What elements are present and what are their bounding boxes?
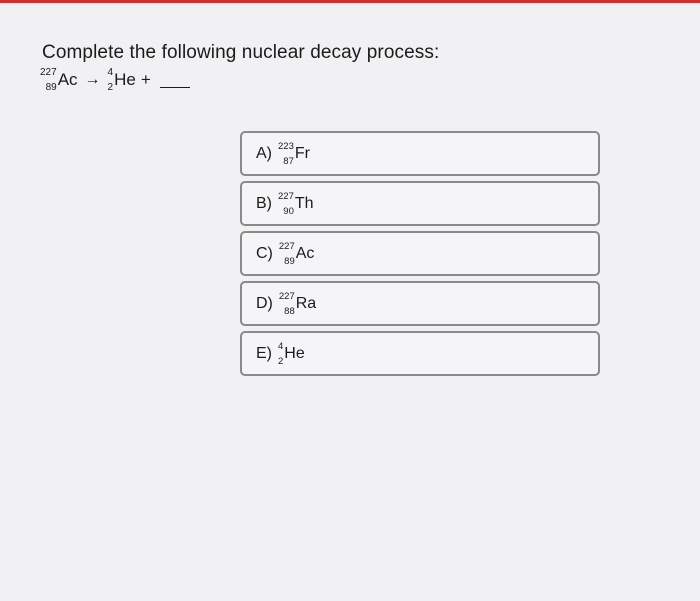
option-mass-number: 227 xyxy=(278,190,294,202)
option-mass-number: 227 xyxy=(278,290,295,302)
product-mass-number: 4 xyxy=(107,67,114,78)
option-symbol: Ra xyxy=(295,294,317,312)
option-mass-number: 227 xyxy=(278,240,295,252)
option-e[interactable] xyxy=(240,331,600,376)
option-atomic-number: 2 xyxy=(278,355,284,367)
option-symbol: Ac xyxy=(295,244,315,262)
option-atomic-number: 88 xyxy=(284,305,295,317)
option-symbol: Fr xyxy=(294,144,310,162)
reactant-atomic-number: 89 xyxy=(45,82,57,93)
reactant-mass-number: 227 xyxy=(40,67,57,78)
option-b[interactable] xyxy=(240,181,600,226)
reactant-nuclide xyxy=(40,67,78,93)
option-letter: E) xyxy=(256,344,272,362)
top-accent-bar xyxy=(0,0,700,3)
option-letter: D) xyxy=(256,294,273,312)
option-a[interactable] xyxy=(240,131,600,176)
reactant-symbol: Ac xyxy=(57,70,78,89)
option-letter: A) xyxy=(256,144,272,162)
answer-blank xyxy=(160,87,190,88)
question-prompt: Complete the following nuclear decay process: xyxy=(42,42,440,63)
option-letter: C) xyxy=(256,244,273,262)
product-atomic-number: 2 xyxy=(107,82,114,93)
decay-equation xyxy=(40,67,190,93)
option-atomic-number: 87 xyxy=(283,155,294,167)
option-symbol: Th xyxy=(294,194,314,212)
option-atomic-number: 89 xyxy=(284,255,295,267)
option-mass-number: 223 xyxy=(278,140,294,152)
product-nuclide xyxy=(107,67,136,93)
answer-options xyxy=(240,131,600,381)
option-c[interactable] xyxy=(240,231,600,276)
option-letter: B) xyxy=(256,194,272,212)
option-d[interactable] xyxy=(240,281,600,326)
product-symbol: He xyxy=(114,70,136,89)
option-symbol: He xyxy=(284,344,305,362)
option-mass-number: 4 xyxy=(278,340,284,352)
option-atomic-number: 90 xyxy=(283,205,294,217)
reaction-arrow-icon: → xyxy=(84,71,101,88)
plus-sign: + xyxy=(140,70,151,89)
